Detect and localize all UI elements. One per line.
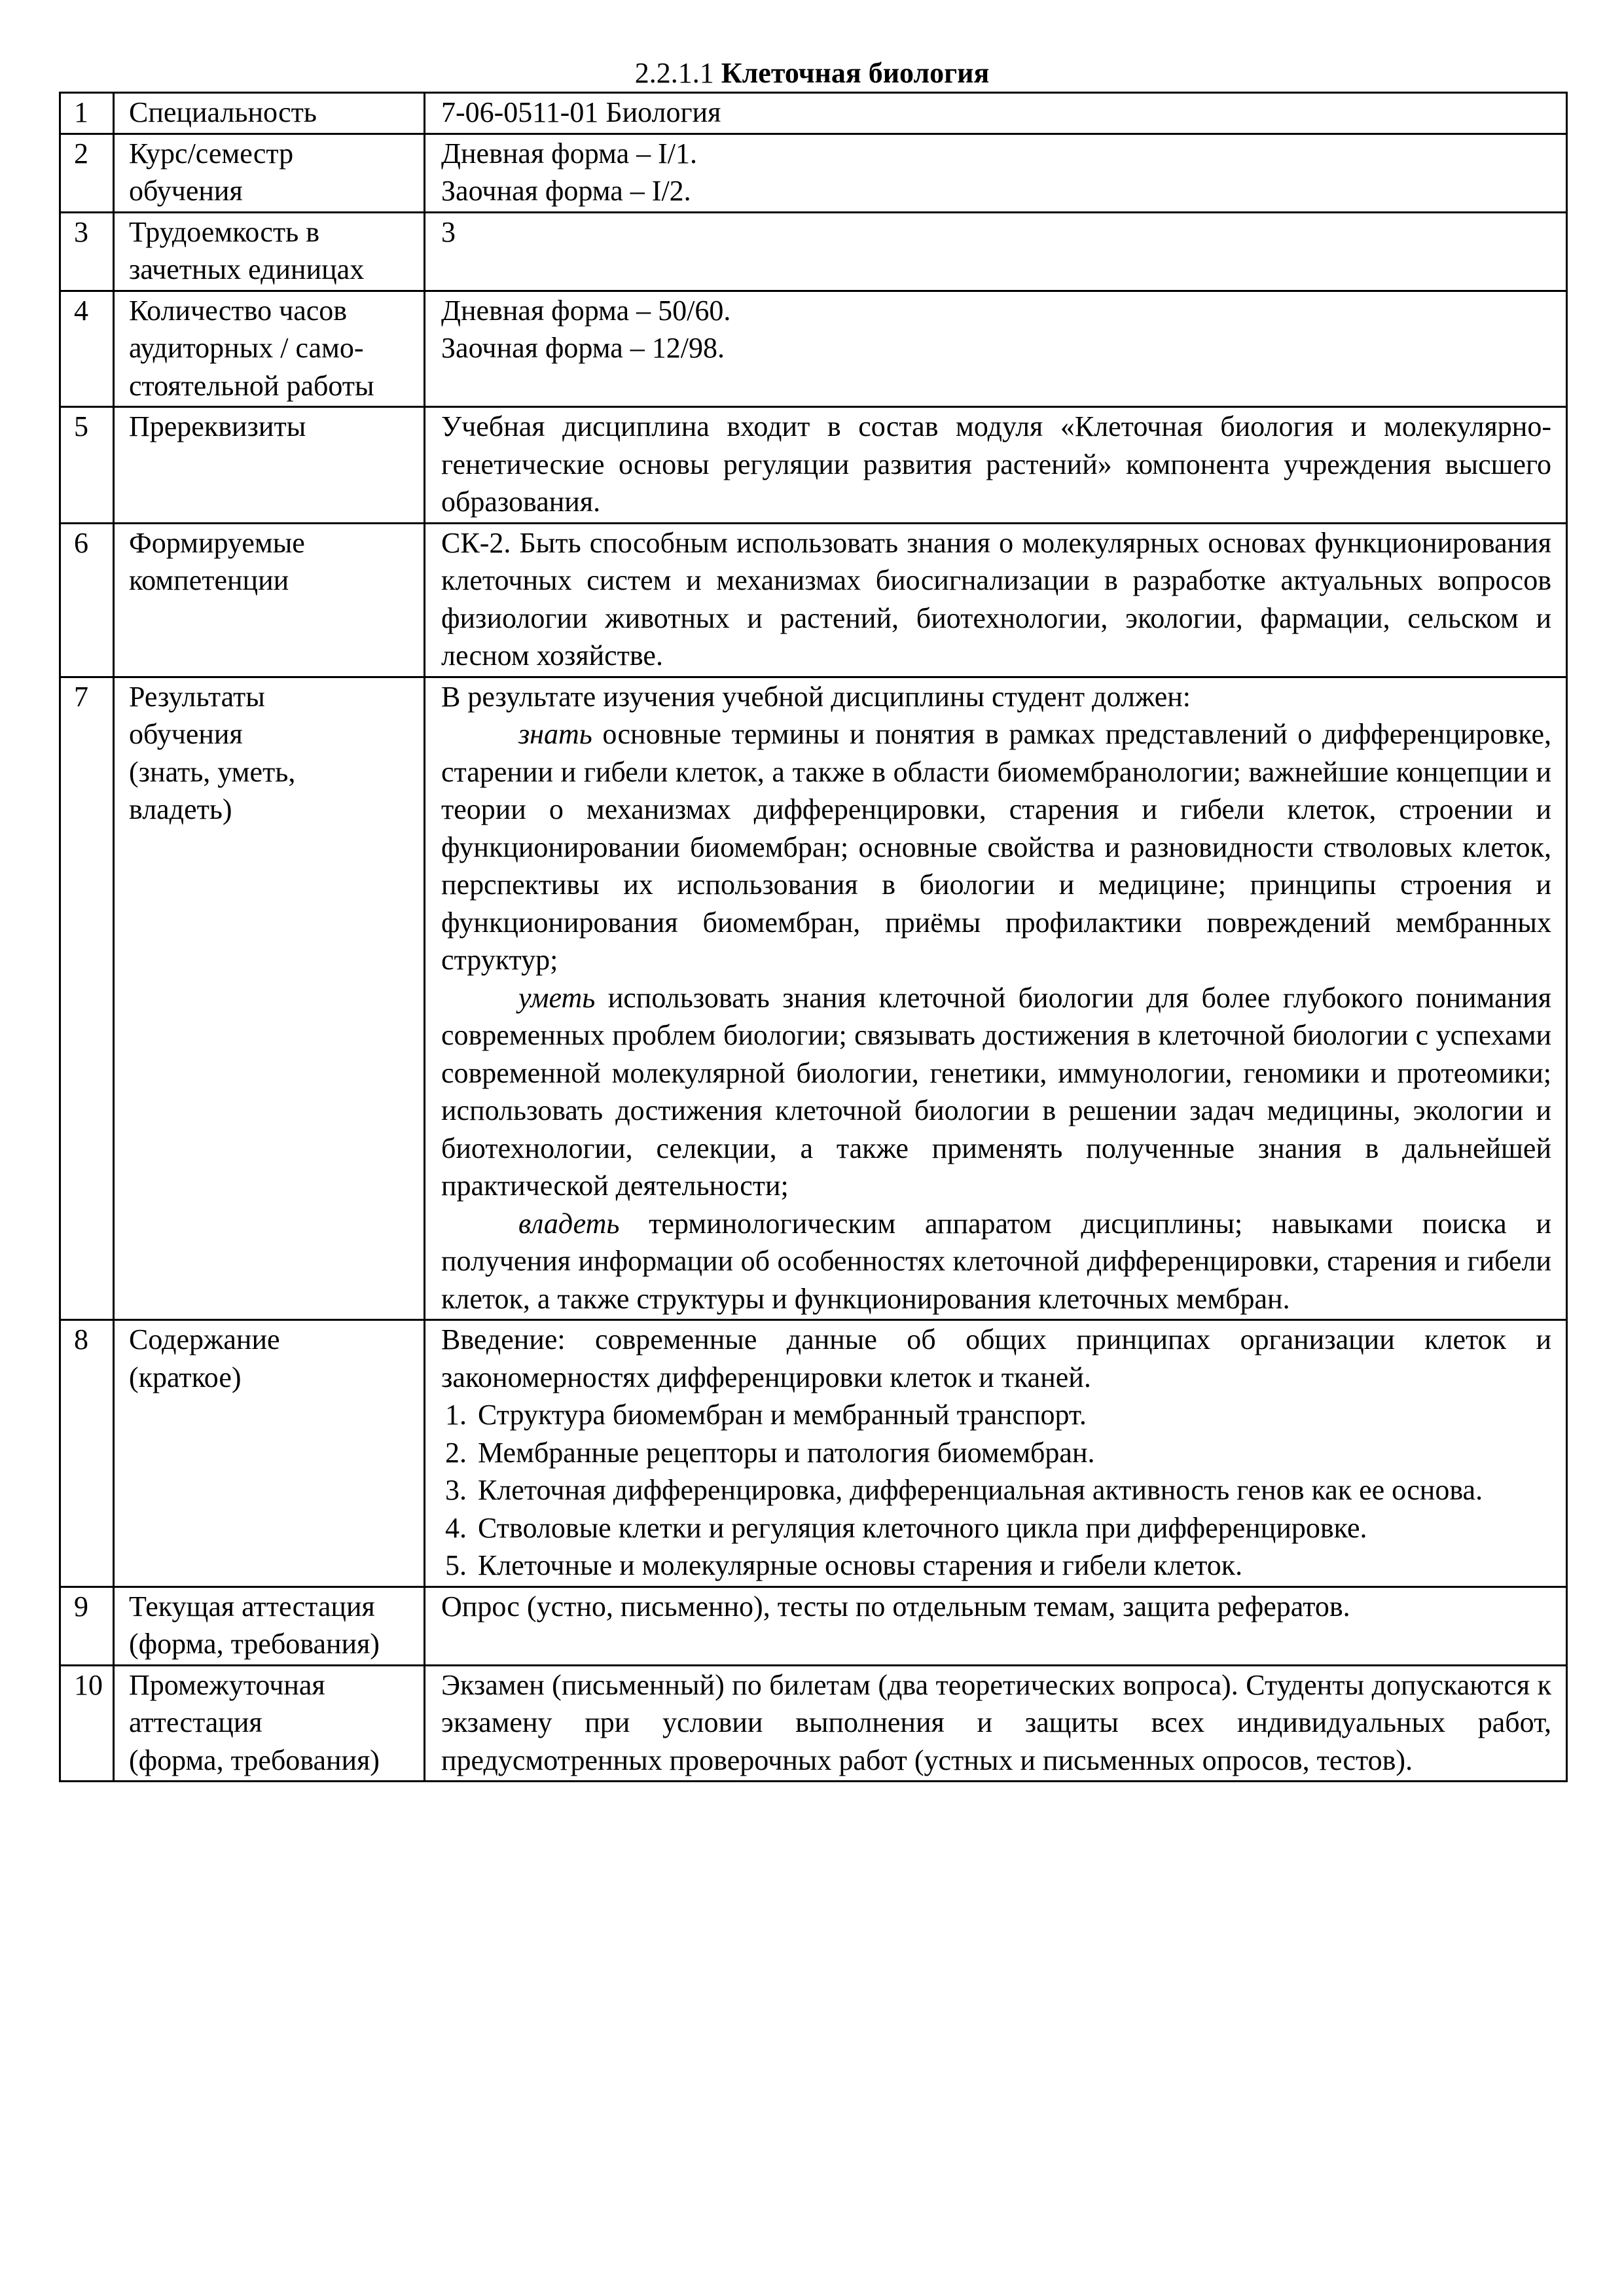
- row-number: 6: [60, 523, 114, 677]
- row-label-line: Формируемые: [129, 526, 305, 559]
- row-value: [425, 1665, 1567, 1782]
- row-label: [114, 212, 425, 291]
- row-label-line: (форма, требования): [129, 1744, 380, 1776]
- list-item-number: 5.: [445, 1549, 467, 1581]
- outcome-know-text: основные термины и понятия в рамках представлений о дифференцировке, старении и гибели клеток, а также в области биомембранологии; важнейшие концепции и теории о механизмах дифференцировки, старения и гибели клеток, строении и функционировании биомембран; основные свойства и разновидности стволовых клеток, перспективы их использования в биологии и медицине; принципы строения и функционирования биомембран, приёмы профилактики повреждений мембранных структур;: [441, 718, 1551, 976]
- row-label-line: владеть): [129, 793, 232, 825]
- row-value-line: Заочная форма – I/2.: [441, 175, 691, 207]
- list-item: [441, 1396, 1551, 1434]
- row-label-line: Текущая аттестация: [129, 1590, 375, 1623]
- list-item-number: 1.: [445, 1399, 467, 1431]
- row-label: [114, 291, 425, 407]
- intermediate-assessment-text: Экзамен (письменный) по билетам (два теоретических вопроса). Студенты допускаются к экзамену при условии выполнения и защиты всех индивидуальных работ, предусмотренных проверочных работ (устных и письменных опросов, тестов).: [441, 1668, 1551, 1776]
- row-value: [425, 212, 1567, 291]
- row-label-line: компетенции: [129, 564, 289, 596]
- row-value: [425, 407, 1567, 524]
- row-value: [425, 134, 1567, 212]
- table-row: [60, 407, 1567, 524]
- outcomes-intro: В результате изучения учебной дисциплины студент должен:: [441, 680, 1191, 713]
- row-value: [425, 1587, 1567, 1665]
- row-label-line: Специальность: [129, 96, 317, 128]
- list-item-number: 4.: [445, 1511, 467, 1544]
- row-number: 9: [60, 1587, 114, 1665]
- outcome-can-text: использовать знания клеточной биологии для более глубокого понимания современных проблем биологии; связывать достижения в клеточной биологии с успехами современной молекулярной биологии, генетики, иммунологии, геномики и протеомики; использовать достижения клеточной биологии в решении задач медицины, экологии и биотехнологии, селекции, а также применять полученные знания в дальнейшей практической деятельности;: [441, 981, 1551, 1202]
- row-label: [114, 1320, 425, 1587]
- outcome-own-keyword: владеть: [518, 1207, 620, 1240]
- row-label-line: Курс/семестр: [129, 137, 294, 170]
- row-number: 2: [60, 134, 114, 212]
- row-value-line: 7-06-0511-01 Биология: [441, 96, 721, 128]
- row-number: 3: [60, 212, 114, 291]
- row-value: [425, 523, 1567, 677]
- row-value: [425, 291, 1567, 407]
- row-value-line: 3: [441, 215, 456, 248]
- row-label: [114, 407, 425, 524]
- row-label: [114, 134, 425, 212]
- row-label-line: Промежуточная: [129, 1668, 325, 1701]
- row-label-line: (знать, уметь,: [129, 755, 296, 788]
- list-item-text: Стволовые клетки и регуляция клеточного цикла при дифференцировке.: [478, 1511, 1367, 1544]
- outcome-know: [441, 715, 1551, 979]
- row-label-line: обучения: [129, 718, 243, 750]
- list-item-number: 2.: [445, 1436, 467, 1469]
- competence-text: СК-2. Быть способным использовать знания о молекулярных основах функционирования клеточных систем и механизмах биосигнализации в разработке актуальных вопросов физиологии животных и растений, биотехнологии, экологии, фармации, сельском и лесном хозяйстве.: [441, 526, 1551, 672]
- row-label-line: Трудоемкость в: [129, 215, 319, 248]
- discipline-table: [59, 92, 1568, 1782]
- row-label-line: обучения: [129, 175, 243, 207]
- row-label-line: Результаты: [129, 680, 265, 713]
- list-item-text: Структура биомембран и мембранный транспорт.: [478, 1399, 1087, 1431]
- table-row: [60, 677, 1567, 1320]
- outcome-know-keyword: знать: [518, 718, 592, 750]
- table-row: [60, 291, 1567, 407]
- row-label-line: (форма, требования): [129, 1628, 380, 1660]
- row-value-line: Дневная форма – 50/60.: [441, 294, 731, 327]
- prerequisites-text: Учебная дисциплина входит в состав модуля «Клеточная биология и молекулярно-генетические основы регуляции развития растений» компонента учреждения высшего образования.: [441, 410, 1551, 518]
- table-row: [60, 93, 1567, 134]
- table-row: [60, 523, 1567, 677]
- outcome-own-text: терминологическим аппаратом дисциплины; навыками поиска и получения информации об особенностях клеточной дифференцировки, старения и гибели клеток, а также структуры и функционирования клеточных мембран.: [441, 1207, 1551, 1315]
- row-label-line: (краткое): [129, 1361, 242, 1393]
- outcome-can-keyword: уметь: [518, 981, 596, 1014]
- row-value-line: Дневная форма – I/1.: [441, 137, 697, 170]
- list-item-number: 3.: [445, 1474, 467, 1506]
- row-label-line: аудиторных / само-: [129, 332, 364, 364]
- row-label-line: зачетных единицах: [129, 253, 365, 285]
- row-number: 1: [60, 93, 114, 134]
- row-label-line: стоятельной работы: [129, 369, 374, 402]
- row-value: [425, 677, 1567, 1320]
- row-label: [114, 1665, 425, 1782]
- row-value: [425, 1320, 1567, 1587]
- table-row: [60, 212, 1567, 291]
- row-label: [114, 1587, 425, 1665]
- row-label-line: Содержание: [129, 1323, 280, 1355]
- content-list: [441, 1396, 1551, 1585]
- table-row: [60, 134, 1567, 212]
- outcome-own: [441, 1205, 1551, 1318]
- list-item: [441, 1434, 1551, 1472]
- title-name: Клеточная биология: [721, 57, 990, 89]
- page-title: [0, 55, 1624, 92]
- row-label: [114, 93, 425, 134]
- row-label-line: Количество часов: [129, 294, 348, 327]
- list-item: [441, 1471, 1551, 1509]
- row-number: 4: [60, 291, 114, 407]
- table-row: [60, 1320, 1567, 1587]
- table-row: [60, 1665, 1567, 1782]
- row-label-line: Пререквизиты: [129, 410, 306, 442]
- list-item: [441, 1509, 1551, 1547]
- row-number: 10: [60, 1665, 114, 1782]
- table-row: [60, 1587, 1567, 1665]
- row-number: 5: [60, 407, 114, 524]
- list-item-text: Клеточная дифференцировка, дифференциальная активность генов как ее основа.: [478, 1474, 1483, 1506]
- row-label: [114, 677, 425, 1320]
- list-item: [441, 1547, 1551, 1585]
- list-item-text: Мембранные рецепторы и патология биомембран.: [478, 1436, 1095, 1469]
- current-assessment-text: Опрос (устно, письменно), тесты по отдельным темам, защита рефератов.: [441, 1590, 1350, 1623]
- list-item-text: Клеточные и молекулярные основы старения и гибели клеток.: [478, 1549, 1243, 1581]
- outcome-can: [441, 979, 1551, 1205]
- row-label-line: аттестация: [129, 1706, 262, 1738]
- content-intro: Введение: современные данные об общих принципах организации клеток и закономерностях дифференцировки клеток и тканей.: [441, 1323, 1551, 1393]
- row-number: 7: [60, 677, 114, 1320]
- row-number: 8: [60, 1320, 114, 1587]
- title-number: 2.2.1.1: [634, 57, 714, 89]
- row-value: [425, 93, 1567, 134]
- row-value-line: Заочная форма – 12/98.: [441, 332, 725, 364]
- row-label: [114, 523, 425, 677]
